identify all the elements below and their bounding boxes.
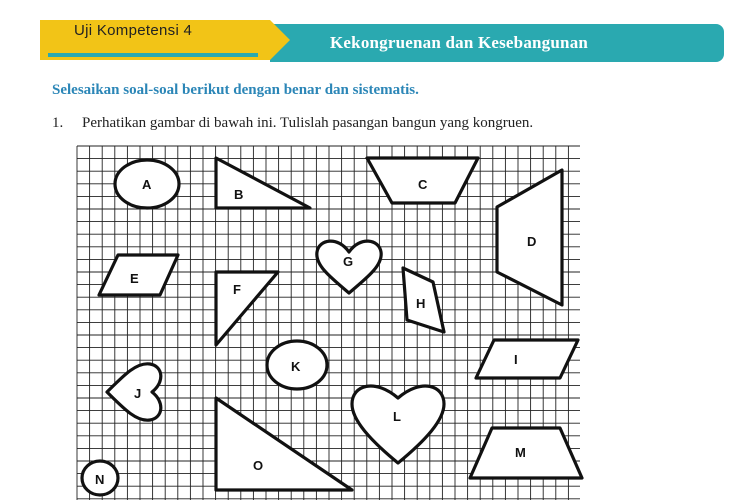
shape-b-triangle (216, 158, 310, 208)
label-g: G (343, 254, 354, 269)
label-d: D (527, 234, 537, 249)
shape-labels (95, 177, 536, 487)
label-a: A (142, 177, 152, 192)
question-number: 1. (52, 115, 64, 131)
label-e: E (130, 271, 139, 286)
shape-f-triangle (216, 272, 278, 345)
label-n: N (95, 472, 105, 487)
label-b: B (234, 187, 244, 202)
label-l: L (393, 409, 401, 424)
label-k: K (291, 359, 301, 374)
label-i: I (514, 352, 518, 367)
question-text: Perhatikan gambar di bawah ini. Tulislah pasangan bangun yang kongruen. (82, 115, 534, 131)
shape-i-parallelogram (476, 340, 578, 378)
instruction-text: Selesaikan soal-soal berikut dengan benar dan sistematis. (52, 82, 419, 98)
label-f: F (233, 282, 241, 297)
label-m: M (515, 445, 526, 460)
shape-o-triangle (216, 398, 352, 490)
label-h: H (416, 296, 426, 311)
competency-badge-label: Uji Kompetensi 4 (74, 22, 193, 39)
label-j: J (134, 386, 142, 401)
label-o: O (253, 458, 264, 473)
label-c: C (418, 177, 428, 192)
chapter-title: Kekongruenan dan Kesebangunan (330, 33, 589, 52)
